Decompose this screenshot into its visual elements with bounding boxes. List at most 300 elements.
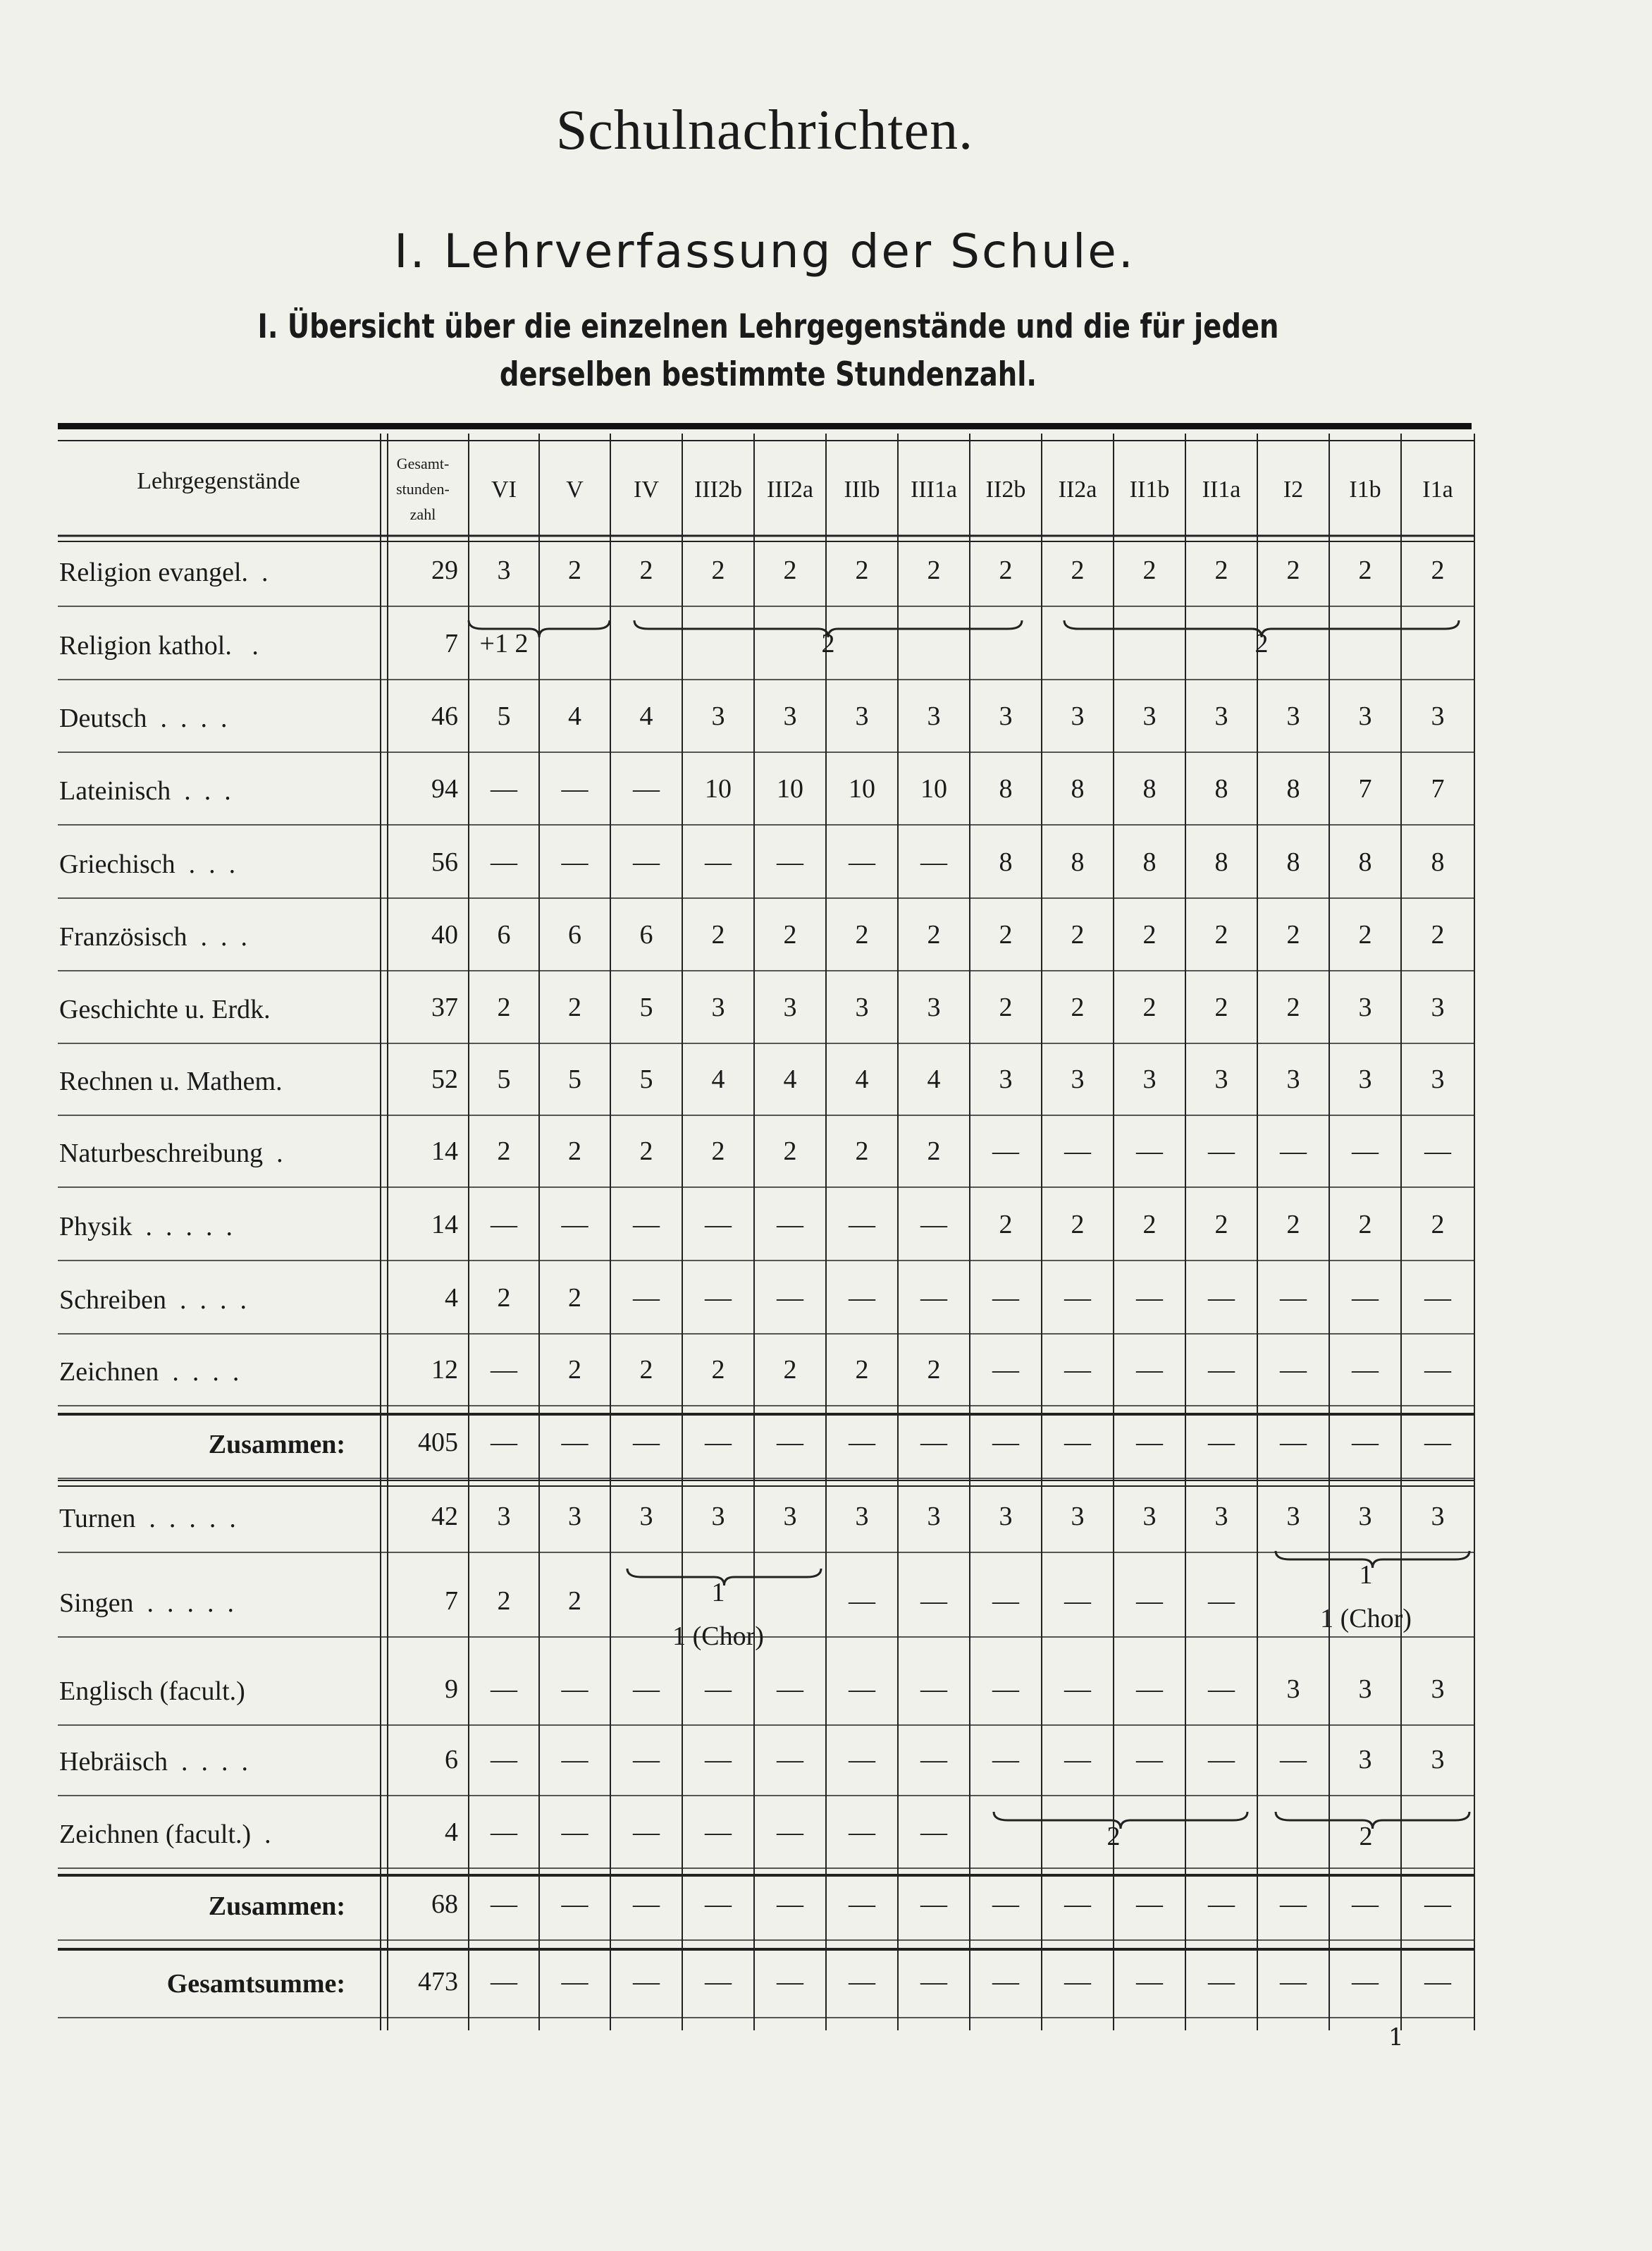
row-value: —	[992, 1674, 1019, 1704]
row-value: —	[491, 1674, 517, 1704]
row-value: 3	[711, 993, 725, 1022]
row-value: 2	[1214, 993, 1228, 1022]
row-value: —	[920, 1967, 947, 1997]
row-value: 3	[1286, 701, 1300, 731]
row-value: 2	[1071, 920, 1085, 950]
row-value: 3	[1286, 1502, 1300, 1531]
merged-value: 2	[1107, 1822, 1121, 1851]
subject-column-header: Lehrgegenstände	[137, 468, 300, 494]
row-value: —	[1136, 1136, 1163, 1166]
row-value: 8	[1286, 847, 1300, 877]
row-value: —	[849, 847, 875, 877]
row-value: 2	[1214, 920, 1228, 950]
row-value: —	[491, 1889, 517, 1919]
row-value: —	[920, 1674, 947, 1704]
row-value: 8	[1071, 774, 1085, 804]
row-value: 7	[1431, 774, 1445, 804]
row-value: —	[705, 1817, 732, 1847]
merged-value: 2	[1255, 629, 1269, 658]
row-value: —	[777, 1889, 803, 1919]
row-total: 7	[445, 629, 458, 658]
row-subject: Deutsch . . . .	[59, 704, 228, 733]
row-value: —	[1424, 1889, 1451, 1919]
row-value: 2	[999, 993, 1013, 1022]
row-value: 3	[1358, 993, 1372, 1022]
row-value: 2	[855, 556, 869, 585]
row-value: —	[633, 1967, 660, 1997]
row-value: 4	[855, 1065, 869, 1094]
row-total: 12	[431, 1355, 458, 1385]
row-value: 3	[999, 1502, 1013, 1531]
row-value: —	[777, 1817, 803, 1847]
row-value: —	[1136, 1283, 1163, 1313]
row-value: 5	[497, 701, 511, 731]
row-value: 2	[999, 556, 1013, 585]
row-value: 4	[639, 701, 653, 731]
row-value: 8	[1142, 774, 1157, 804]
row-value: —	[920, 1586, 947, 1616]
row-total: 9	[445, 1674, 458, 1704]
row-value: —	[1208, 1745, 1235, 1774]
row-value: 3	[1431, 1745, 1445, 1774]
row-value: 8	[1286, 774, 1300, 804]
row-value: 3	[639, 1502, 653, 1531]
row-value: 3	[855, 993, 869, 1022]
row-total: 4	[445, 1817, 458, 1847]
row-value: —	[992, 1967, 1019, 1997]
merged-value: 2	[821, 629, 835, 658]
row-value: 3	[497, 556, 511, 585]
row-value: —	[491, 1428, 517, 1457]
row-value: —	[1064, 1355, 1091, 1385]
row-value: —	[561, 1674, 588, 1704]
section-title: I. Lehrverfassung der Schule.	[394, 224, 1135, 278]
row-value: —	[1064, 1967, 1091, 1997]
row-value: —	[705, 1967, 732, 1997]
row-value: 2	[1071, 1210, 1085, 1239]
total-header-line-2: stunden-	[396, 480, 450, 498]
row-value: 3	[1431, 1674, 1445, 1704]
row-subject: Gesamtsumme:	[166, 1969, 345, 1999]
row-value: —	[1424, 1355, 1451, 1385]
row-value: —	[491, 774, 517, 804]
row-total: 52	[431, 1065, 458, 1094]
row-value: —	[633, 1283, 660, 1313]
row-value: 2	[1286, 1210, 1300, 1239]
row-value: 2	[1142, 1210, 1157, 1239]
row-value: —	[849, 1586, 875, 1616]
row-value: —	[561, 1817, 588, 1847]
row-subject: Zeichnen (facult.) .	[59, 1820, 271, 1849]
row-total: 14	[431, 1210, 458, 1239]
row-value: 2	[783, 556, 797, 585]
row-value: 8	[1358, 847, 1372, 877]
row-value: 2	[1431, 556, 1445, 585]
row-value: —	[777, 1674, 803, 1704]
row-value: —	[1136, 1586, 1163, 1616]
row-value: —	[1280, 1745, 1307, 1774]
merged-value: 2	[1359, 1822, 1373, 1851]
row-value: 2	[1214, 1210, 1228, 1239]
row-value: 2	[999, 1210, 1013, 1239]
row-value: —	[1064, 1889, 1091, 1919]
row-value: 3	[1142, 1502, 1157, 1531]
row-value: 3	[1071, 701, 1085, 731]
row-value: 10	[849, 774, 875, 804]
row-value: 4	[927, 1065, 941, 1094]
row-value: 3	[568, 1502, 581, 1531]
row-total: 4	[445, 1283, 458, 1313]
row-value: —	[1136, 1674, 1163, 1704]
row-value: —	[491, 1210, 517, 1239]
row-value: +1 2	[479, 629, 529, 658]
row-value: 3	[1431, 701, 1445, 731]
row-value: —	[992, 1283, 1019, 1313]
row-value: 2	[568, 1283, 581, 1313]
row-value: 8	[1214, 847, 1228, 877]
row-value: —	[992, 1428, 1019, 1457]
row-value: 2	[1358, 1210, 1372, 1239]
row-value: —	[1424, 1136, 1451, 1166]
row-value: 3	[999, 701, 1013, 731]
row-value: 2	[855, 1355, 869, 1385]
total-header-line-1: Gesamt-	[396, 455, 450, 472]
total-column-header	[381, 451, 465, 527]
row-value: —	[777, 1428, 803, 1457]
row-value: —	[561, 1210, 588, 1239]
row-value: —	[633, 1674, 660, 1704]
row-value: —	[920, 1210, 947, 1239]
row-total: 473	[418, 1967, 458, 1997]
class-header-vi: VI	[491, 477, 517, 503]
row-value: 2	[568, 993, 581, 1022]
row-value: 7	[1358, 774, 1372, 804]
row-value: —	[777, 847, 803, 877]
row-value: —	[1064, 1586, 1091, 1616]
row-value: 6	[639, 920, 653, 950]
row-value: 3	[1286, 1065, 1300, 1094]
row-total: 40	[431, 920, 458, 950]
row-value: —	[491, 1745, 517, 1774]
row-value: —	[705, 1674, 732, 1704]
page-title: Schulnachrichten.	[555, 99, 974, 161]
row-value: 3	[855, 701, 869, 731]
row-value: 3	[1358, 1502, 1372, 1531]
row-value: 2	[1358, 556, 1372, 585]
row-subject: Zeichnen . . . .	[59, 1357, 240, 1387]
row-subject: Geschichte u. Erdk.	[59, 995, 271, 1024]
row-total: 7	[445, 1586, 458, 1616]
row-value: —	[1280, 1428, 1307, 1457]
row-value: —	[777, 1283, 803, 1313]
row-value: 3	[1142, 1065, 1157, 1094]
row-value: —	[561, 847, 588, 877]
merged-sub-value: 1 (Chor)	[672, 1621, 764, 1651]
row-value: 3	[927, 701, 941, 731]
row-value: 2	[497, 1136, 511, 1166]
row-value: 3	[1286, 1674, 1300, 1704]
row-value: —	[633, 1745, 660, 1774]
row-value: —	[705, 1428, 732, 1457]
row-value: —	[992, 1745, 1019, 1774]
row-value: 3	[711, 701, 725, 731]
row-total: 37	[431, 993, 458, 1022]
row-value: —	[849, 1967, 875, 1997]
row-value: —	[1352, 1967, 1379, 1997]
row-value: 8	[999, 774, 1013, 804]
row-total: 405	[418, 1428, 458, 1457]
row-value: 5	[568, 1065, 581, 1094]
row-value: —	[1136, 1355, 1163, 1385]
row-value: —	[561, 1745, 588, 1774]
row-value: —	[1208, 1586, 1235, 1616]
class-header-iiib: IIIb	[844, 477, 880, 503]
row-value: —	[1280, 1889, 1307, 1919]
row-subject: Naturbeschreibung .	[59, 1139, 283, 1168]
row-value: —	[1352, 1428, 1379, 1457]
row-value: 3	[497, 1502, 511, 1531]
row-value: —	[705, 847, 732, 877]
row-value: —	[1352, 1889, 1379, 1919]
row-value: 3	[855, 1502, 869, 1531]
row-value: 2	[1142, 993, 1157, 1022]
row-value: 6	[568, 920, 581, 950]
row-value: 8	[999, 847, 1013, 877]
row-value: 2	[639, 1136, 653, 1166]
row-subject: Religion kathol. .	[59, 631, 259, 661]
row-value: 5	[639, 1065, 653, 1094]
table-heading: I. Übersicht über die einzelnen Lehrgegenstände und die für jeden derselben bestimmte Stundenzahl.	[257, 307, 1279, 394]
row-value: —	[705, 1745, 732, 1774]
row-subject: Singen . . . . .	[59, 1588, 235, 1618]
row-value: —	[992, 1355, 1019, 1385]
row-value: —	[992, 1136, 1019, 1166]
row-value: 3	[1358, 1065, 1372, 1094]
row-value: —	[777, 1967, 803, 1997]
row-value: 3	[1358, 701, 1372, 731]
row-value: 2	[1071, 993, 1085, 1022]
row-value: 2	[927, 1355, 941, 1385]
row-value: 3	[1071, 1065, 1085, 1094]
row-value: —	[1136, 1967, 1163, 1997]
row-value: —	[849, 1428, 875, 1457]
row-value: —	[633, 1210, 660, 1239]
row-value: —	[1352, 1136, 1379, 1166]
row-value: —	[633, 1428, 660, 1457]
row-total: 46	[431, 701, 458, 731]
row-value: —	[920, 1745, 947, 1774]
row-value: 4	[711, 1065, 725, 1094]
row-value: —	[1208, 1283, 1235, 1313]
row-value: —	[920, 1817, 947, 1847]
merged-value: 1	[1359, 1560, 1373, 1590]
row-value: —	[849, 1674, 875, 1704]
row-value: 2	[711, 556, 725, 585]
row-value: 3	[1431, 993, 1445, 1022]
row-total: 29	[431, 556, 458, 585]
row-value: 2	[1142, 556, 1157, 585]
row-value: 2	[639, 1355, 653, 1385]
class-header-ii2b: II2b	[985, 477, 1026, 503]
row-value: —	[849, 1745, 875, 1774]
row-value: —	[1208, 1428, 1235, 1457]
row-value: 3	[927, 993, 941, 1022]
row-value: —	[491, 1817, 517, 1847]
row-value: —	[1064, 1428, 1091, 1457]
row-value: —	[920, 847, 947, 877]
row-value: 2	[855, 920, 869, 950]
row-total: 56	[431, 847, 458, 877]
row-value: —	[561, 774, 588, 804]
row-value: —	[992, 1586, 1019, 1616]
class-header-iii1a: III1a	[910, 477, 958, 503]
row-value: 2	[783, 920, 797, 950]
row-value: —	[633, 1817, 660, 1847]
row-value: —	[849, 1283, 875, 1313]
row-value: 2	[568, 1586, 581, 1616]
row-total: 6	[445, 1745, 458, 1774]
row-value: —	[1424, 1967, 1451, 1997]
row-value: 3	[1214, 1065, 1228, 1094]
row-value: 10	[920, 774, 947, 804]
row-subject: Religion evangel. .	[59, 558, 269, 587]
row-value: —	[1136, 1745, 1163, 1774]
row-value: 2	[568, 556, 581, 585]
row-value: —	[1064, 1283, 1091, 1313]
merged-value: 1	[711, 1578, 725, 1607]
row-value: —	[920, 1283, 947, 1313]
row-value: 3	[711, 1502, 725, 1531]
class-header-v: V	[566, 477, 584, 503]
row-value: 3	[1214, 701, 1228, 731]
row-value: 6	[497, 920, 511, 950]
row-value: 3	[783, 993, 797, 1022]
row-value: —	[633, 1889, 660, 1919]
row-value: 2	[1431, 1210, 1445, 1239]
class-header-ii1b: II1b	[1129, 477, 1170, 503]
row-value: —	[705, 1283, 732, 1313]
row-subject: Schreiben . . . .	[59, 1285, 247, 1315]
class-header-iv: IV	[634, 477, 659, 503]
row-value: 2	[1286, 993, 1300, 1022]
row-value: 3	[927, 1502, 941, 1531]
row-value: —	[1064, 1136, 1091, 1166]
row-value: —	[1352, 1283, 1379, 1313]
row-value: —	[1424, 1428, 1451, 1457]
row-value: —	[633, 847, 660, 877]
row-value: 2	[711, 920, 725, 950]
row-value: —	[1136, 1428, 1163, 1457]
total-header-line-3: zahl	[409, 505, 436, 523]
row-value: —	[777, 1210, 803, 1239]
row-value: —	[1280, 1967, 1307, 1997]
row-value: 2	[639, 556, 653, 585]
row-value: —	[491, 847, 517, 877]
merged-sub-value: 1 (Chor)	[1320, 1604, 1412, 1633]
row-value: —	[561, 1889, 588, 1919]
row-subject: Physik . . . . .	[59, 1212, 233, 1241]
row-value: 2	[927, 1136, 941, 1166]
row-value: —	[633, 774, 660, 804]
row-value: 3	[1431, 1502, 1445, 1531]
row-value: 8	[1214, 774, 1228, 804]
row-value: 8	[1431, 847, 1445, 877]
row-value: —	[849, 1889, 875, 1919]
row-value: 2	[927, 556, 941, 585]
row-total: 94	[431, 774, 458, 804]
row-value: —	[1424, 1283, 1451, 1313]
row-value: 4	[568, 701, 581, 731]
row-subject: Lateinisch . . .	[59, 776, 231, 806]
row-value: 2	[497, 1586, 511, 1616]
row-value: —	[705, 1889, 732, 1919]
row-subject: Rechnen u. Mathem.	[59, 1067, 283, 1096]
row-value: —	[1280, 1283, 1307, 1313]
row-value: —	[1208, 1355, 1235, 1385]
row-subject: Französisch . . .	[59, 922, 248, 952]
row-value: 3	[1358, 1745, 1372, 1774]
row-value: 2	[1286, 556, 1300, 585]
row-value: —	[920, 1428, 947, 1457]
row-value: 3	[1071, 1502, 1085, 1531]
row-value: —	[705, 1210, 732, 1239]
row-value: —	[561, 1967, 588, 1997]
row-value: 3	[999, 1065, 1013, 1094]
row-value: —	[1280, 1355, 1307, 1385]
class-header-ii1a: II1a	[1202, 477, 1241, 503]
class-header-iii2b: III2b	[694, 477, 742, 503]
class-header-iii2a: III2a	[766, 477, 814, 503]
row-value: 2	[568, 1355, 581, 1385]
row-value: 8	[1142, 847, 1157, 877]
row-value: 3	[1142, 701, 1157, 731]
class-header-i2: I2	[1283, 477, 1304, 503]
row-value: 2	[1071, 556, 1085, 585]
row-value: —	[777, 1745, 803, 1774]
row-value: —	[491, 1967, 517, 1997]
page-number: 1	[1388, 2023, 1404, 2051]
row-value: 3	[783, 1502, 797, 1531]
class-header-i1b: I1b	[1349, 477, 1381, 503]
row-value: 2	[927, 920, 941, 950]
row-value: —	[920, 1889, 947, 1919]
row-value: 2	[1358, 920, 1372, 950]
row-subject: Englisch (facult.)	[59, 1676, 245, 1706]
row-value: 2	[711, 1136, 725, 1166]
row-value: —	[561, 1428, 588, 1457]
row-value: —	[1208, 1889, 1235, 1919]
row-value: 5	[639, 993, 653, 1022]
row-value: 10	[777, 774, 803, 804]
row-value: 2	[783, 1355, 797, 1385]
row-value: 3	[1214, 1502, 1228, 1531]
row-total: 68	[431, 1889, 458, 1919]
row-value: 2	[497, 993, 511, 1022]
row-subject: Hebräisch . . . .	[59, 1747, 249, 1777]
class-header-i1a: I1a	[1422, 477, 1453, 503]
row-value: 2	[568, 1136, 581, 1166]
row-value: 2	[1214, 556, 1228, 585]
row-value: 2	[855, 1136, 869, 1166]
class-header-ii2a: II2a	[1058, 477, 1097, 503]
row-value: —	[1064, 1674, 1091, 1704]
row-value: 2	[1431, 920, 1445, 950]
row-value: —	[1208, 1136, 1235, 1166]
row-value: 5	[497, 1065, 511, 1094]
row-value: 2	[711, 1355, 725, 1385]
row-value: 2	[999, 920, 1013, 950]
row-total: 42	[431, 1502, 458, 1531]
